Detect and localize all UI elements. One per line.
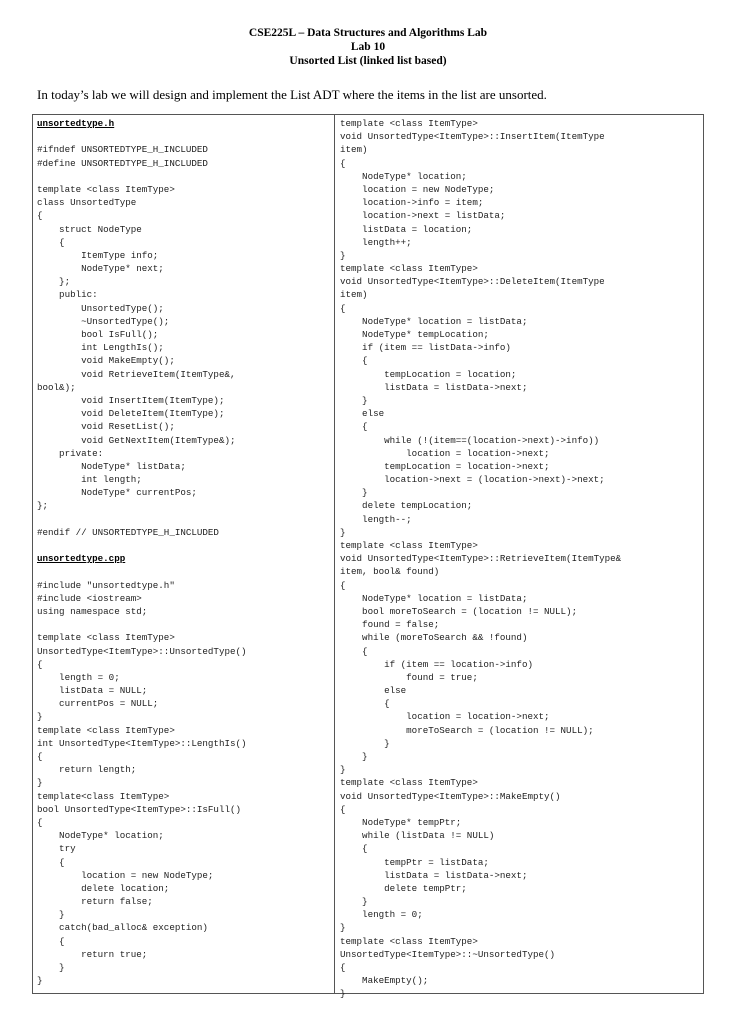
code-line: location->next = (location->next)->next; <box>340 474 605 486</box>
code-line: else <box>340 685 407 697</box>
code-line: return true; <box>37 948 148 960</box>
code-line: void DeleteItem(ItemType); <box>37 408 225 420</box>
left-code-column <box>37 117 331 987</box>
code-line: tempPtr = listData; <box>340 856 489 868</box>
code-line: void UnsortedType<ItemType>::RetrieveItem(ItemType& <box>340 553 622 565</box>
lab-number: Lab 10 <box>350 41 386 53</box>
code-line: NodeType* location; <box>340 170 467 182</box>
code-line: void MakeEmpty(); <box>37 355 175 367</box>
code-line: NodeType* currentPos; <box>37 487 197 499</box>
code-line: { <box>37 658 43 670</box>
code-line: } <box>340 249 346 261</box>
code-line <box>37 618 331 631</box>
page-header <box>0 26 736 68</box>
code-line: public: <box>37 289 98 301</box>
code-line: item, bool& found) <box>340 566 440 578</box>
code-line: struct NodeType <box>37 223 142 235</box>
code-line: location->next = listData; <box>340 210 506 222</box>
code-line: } <box>340 764 346 776</box>
code-line: location = new NodeType; <box>340 183 495 195</box>
code-line: { <box>37 210 43 222</box>
code-line: length = 0; <box>340 909 423 921</box>
code-line: return length; <box>37 764 137 776</box>
code-line: delete tempPtr; <box>340 882 467 894</box>
code-line: { <box>340 803 346 815</box>
code-line: location->info = item; <box>340 197 484 209</box>
code-line: template <class ItemType> <box>37 724 175 736</box>
code-line: listData = location; <box>340 223 473 235</box>
code-line <box>37 565 331 578</box>
code-line: length = 0; <box>37 671 120 683</box>
code-line: while (listData != NULL) <box>340 830 495 842</box>
code-line: length--; <box>340 513 412 525</box>
code-line: int LengthIs(); <box>37 342 164 354</box>
code-line: void InsertItem(ItemType); <box>37 394 225 406</box>
code-line: #include <iostream> <box>37 592 142 604</box>
code-line: currentPos = NULL; <box>37 698 159 710</box>
code-line: template <class ItemType> <box>37 632 175 644</box>
code-line: template<class ItemType> <box>37 790 170 802</box>
code-line: template <class ItemType> <box>37 183 175 195</box>
lab-topic: Unsorted List (linked list based) <box>289 55 447 67</box>
code-line: } <box>340 922 346 934</box>
code-line: { <box>340 962 346 973</box>
code-line: } <box>37 975 43 987</box>
code-line: int UnsortedType<ItemType>::LengthIs() <box>37 737 247 749</box>
code-line: { <box>37 935 65 947</box>
code-line: void GetNextItem(ItemType&); <box>37 434 236 446</box>
code-line: listData = listData->next; <box>340 381 528 393</box>
code-line: listData = NULL; <box>37 685 148 697</box>
code-line: if (item == location->info) <box>340 658 533 670</box>
code-line: bool IsFull(); <box>37 329 159 340</box>
code-line: ~UnsortedType(); <box>37 315 170 327</box>
column-divider <box>334 115 335 993</box>
code-line: { <box>340 302 346 314</box>
code-line: listData = listData->next; <box>340 869 528 881</box>
file-heading: unsortedtype.h <box>37 118 115 129</box>
code-line: NodeType* location; <box>37 830 164 842</box>
code-line: if (item == listData->info) <box>340 342 511 354</box>
code-line: NodeType* next; <box>37 263 164 275</box>
code-line: } <box>340 487 368 499</box>
code-line <box>37 539 331 552</box>
code-line: { <box>340 645 368 657</box>
intro-paragraph: In today’s lab we will design and implement the List ADT where the items in the list are unsorted. <box>37 87 547 102</box>
code-line: tempLocation = location; <box>340 368 517 380</box>
code-line: { <box>37 816 43 828</box>
code-line: } <box>340 526 346 538</box>
course-title: CSE225L – Data Structures and Algorithms Lab <box>248 27 488 39</box>
code-table <box>32 114 704 1000</box>
code-line: found = true; <box>340 671 478 683</box>
code-line: bool&); <box>37 381 76 393</box>
code-line: } <box>340 394 368 406</box>
code-line: NodeType* location = listData; <box>340 315 528 327</box>
code-line: void UnsortedType<ItemType>::MakeEmpty() <box>340 790 561 802</box>
code-line: using namespace std; <box>37 605 148 617</box>
code-line: } <box>37 777 43 789</box>
code-line: NodeType* listData; <box>37 460 186 472</box>
code-line: #endif // UNSORTEDTYPE_H_INCLUDED <box>37 526 219 538</box>
code-line: NodeType* location = listData; <box>340 592 528 604</box>
code-line <box>37 170 331 183</box>
code-line: }; <box>37 500 49 512</box>
code-line: template <class ItemType> <box>340 540 478 551</box>
code-line: { <box>340 421 368 433</box>
code-line: private: <box>37 447 104 459</box>
code-line: location = location->next; <box>340 447 550 459</box>
code-line: return false; <box>37 896 153 908</box>
code-line: class UnsortedType <box>37 197 137 209</box>
code-line: { <box>340 157 346 169</box>
code-line: UnsortedType<ItemType>::~UnsortedType() <box>340 948 556 960</box>
code-line: } <box>37 962 65 973</box>
code-line: while (!(item==(location->next)->info)) <box>340 434 600 446</box>
code-line: #include "unsortedtype.h" <box>37 579 175 591</box>
code-line: tempLocation = location->next; <box>340 460 550 472</box>
file-heading: unsortedtype.cpp <box>37 553 126 565</box>
code-line: int length; <box>37 474 142 486</box>
code-line: template <class ItemType> <box>340 777 478 789</box>
code-line: } <box>340 751 368 762</box>
code-line: }; <box>37 276 71 288</box>
code-line: else <box>340 408 385 420</box>
code-line: #define UNSORTEDTYPE_H_INCLUDED <box>37 157 208 169</box>
code-line: item) <box>340 289 368 301</box>
code-line: while (moreToSearch && !found) <box>340 632 528 644</box>
code-line: } <box>340 737 390 749</box>
code-line: template <class ItemType> <box>340 118 478 129</box>
code-line <box>37 513 331 526</box>
code-line: { <box>340 698 390 710</box>
code-line: void UnsortedType<ItemType>::DeleteItem(ItemType <box>340 276 605 288</box>
code-line: moreToSearch = (location != NULL); <box>340 724 594 736</box>
code-line: } <box>340 896 368 908</box>
code-line: delete tempLocation; <box>340 500 473 512</box>
code-line: { <box>340 843 368 855</box>
code-line: MakeEmpty(); <box>340 975 429 987</box>
code-line: item) <box>340 144 368 156</box>
code-line: ItemType info; <box>37 249 159 261</box>
code-line: NodeType* tempPtr; <box>340 816 462 828</box>
code-line: { <box>37 856 65 868</box>
code-line: template <class ItemType> <box>340 935 478 947</box>
code-line: { <box>37 236 65 248</box>
code-line: bool moreToSearch = (location != NULL); <box>340 605 578 617</box>
code-line: template <class ItemType> <box>340 263 478 275</box>
code-line: } <box>340 988 346 1000</box>
code-line: void UnsortedType<ItemType>::InsertItem(ItemType <box>340 131 605 143</box>
code-line: NodeType* tempLocation; <box>340 329 489 340</box>
code-line: delete location; <box>37 882 170 894</box>
code-line: { <box>340 355 368 367</box>
code-line: UnsortedType(); <box>37 302 164 314</box>
code-line: length++; <box>340 236 412 248</box>
code-line: UnsortedType<ItemType>::UnsortedType() <box>37 645 247 657</box>
code-line: catch(bad_alloc& exception) <box>37 922 208 934</box>
code-line: bool UnsortedType<ItemType>::IsFull() <box>37 803 241 815</box>
code-line: { <box>37 751 43 762</box>
code-line: found = false; <box>340 619 440 631</box>
code-line: void ResetList(); <box>37 421 175 433</box>
code-line: location = new NodeType; <box>37 869 214 881</box>
code-line: } <box>37 909 65 921</box>
code-line: void RetrieveItem(ItemType&, <box>37 368 236 380</box>
code-line: } <box>37 711 43 723</box>
code-line: { <box>340 579 346 591</box>
right-code-column <box>340 117 700 1001</box>
code-line: #ifndef UNSORTEDTYPE_H_INCLUDED <box>37 144 208 156</box>
code-line: try <box>37 843 76 855</box>
code-line: location = location->next; <box>340 711 550 723</box>
code-line <box>37 130 331 143</box>
